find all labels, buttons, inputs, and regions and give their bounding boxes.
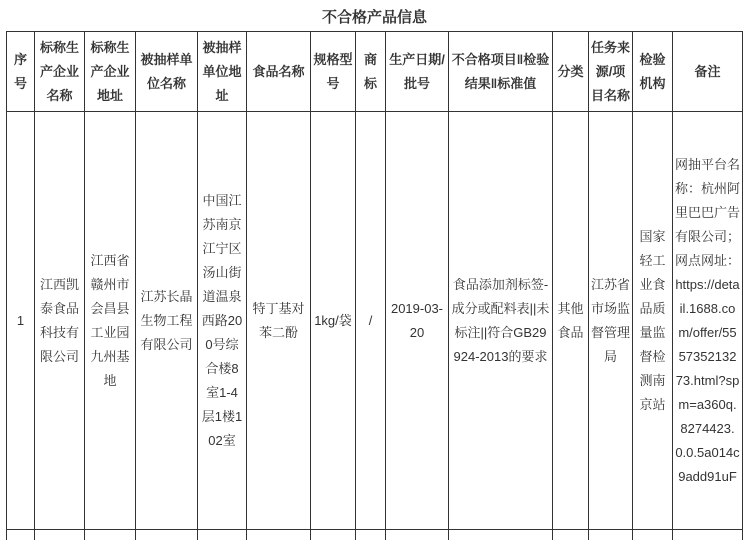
column-header-production-date-batch: 生产日期/批号: [386, 32, 449, 112]
cell-inspection-agency: 国家轻工业食品质量监督检测南京站: [633, 112, 673, 530]
column-header-trademark: 商标: [356, 32, 386, 112]
column-header-seq: 序号: [7, 32, 35, 112]
column-header-sampled-unit-name: 被抽样单位名称: [136, 32, 198, 112]
empty-cell: [198, 530, 247, 540]
empty-cell: [553, 530, 589, 540]
column-header-task-source: 任务来源/项目名称: [589, 32, 633, 112]
column-header-producer-name: 标称生产企业名称: [35, 32, 85, 112]
empty-cell: [449, 530, 553, 540]
unqualified-products-table: [6, 31, 743, 540]
column-header-sampled-unit-address: 被抽样单位地址: [198, 32, 247, 112]
empty-cell: [247, 530, 311, 540]
page-title: 不合格产品信息: [321, 9, 427, 26]
column-header-spec-model: 规格型号: [311, 32, 356, 112]
empty-cell: [311, 530, 356, 540]
cell-food-name: 特丁基对苯二酚: [247, 112, 311, 530]
column-header-producer-address: 标称生产企业地址: [85, 32, 136, 112]
column-header-inspection-agency: 检验机构: [633, 32, 673, 112]
cell-producer-name: 江西凯泰食品科技有限公司: [35, 112, 85, 530]
cell-task-source: 江苏省市场监督管理局: [589, 112, 633, 530]
empty-cell: [673, 530, 743, 540]
empty-cell: [85, 530, 136, 540]
empty-cell: [136, 530, 198, 540]
remark-site-url: 网点网址：https://detail.1688.com/offer/555735213273.html?spm=a360q.8274423.0.0.5a014c9add91uF: [675, 252, 741, 484]
cell-seq: 1: [7, 112, 35, 530]
empty-cell: [7, 530, 35, 540]
table-row-partial: [7, 530, 743, 540]
cell-failed-item: 食品添加剂标签-成分或配料表||未标注||符合GB29924-2013的要求: [449, 112, 553, 530]
empty-cell: [35, 530, 85, 540]
cell-remark: [673, 112, 743, 530]
cell-sampled-unit-name: 江苏长晶生物工程有限公司: [136, 112, 198, 530]
cell-category: 其他食品: [553, 112, 589, 530]
table-header-row: [7, 32, 743, 112]
empty-cell: [633, 530, 673, 540]
column-header-category: 分类: [553, 32, 589, 112]
column-header-remark: 备注: [673, 32, 743, 112]
cell-trademark: /: [356, 112, 386, 530]
cell-production-date-batch: 2019-03-20: [386, 112, 449, 530]
cell-sampled-unit-address: 中国江苏南京江宁区汤山街道温泉西路200号综合楼8室1-4层1楼102室: [198, 112, 247, 530]
empty-cell: [386, 530, 449, 540]
empty-cell: [356, 530, 386, 540]
column-header-food-name: 食品名称: [247, 32, 311, 112]
cell-producer-address: 江西省赣州市会昌县工业园九州基地: [85, 112, 136, 530]
column-header-failed-item: 不合格项目‖检验结果‖标准值: [449, 32, 553, 112]
empty-cell: [589, 530, 633, 540]
remark-platform-name: 网抽平台名称：杭州阿里巴巴广告有限公司；: [675, 156, 741, 244]
table-row: [7, 112, 743, 530]
cell-spec-model: 1kg/袋: [311, 112, 356, 530]
